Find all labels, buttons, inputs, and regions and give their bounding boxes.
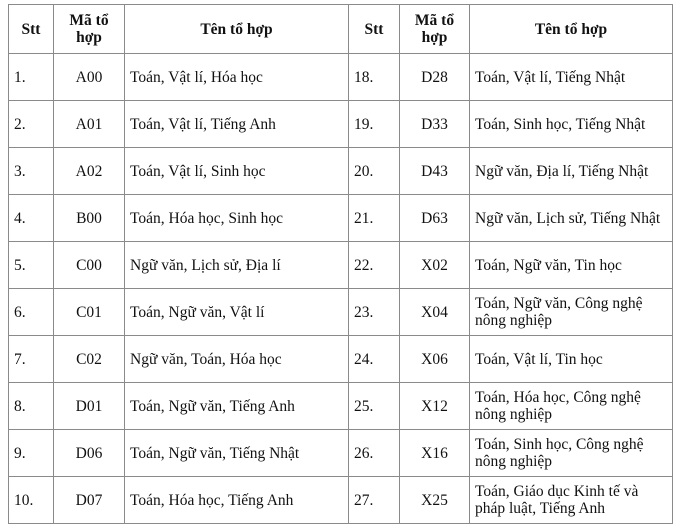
cell-code-left: A02 xyxy=(54,148,125,195)
cell-name-left: Toán, Ngữ văn, Tiếng Nhật xyxy=(125,430,349,477)
cell-code-right: X12 xyxy=(400,383,470,430)
cell-stt-right: 23. xyxy=(349,289,400,336)
cell-code-right: D43 xyxy=(400,148,470,195)
cell-name-right: Ngữ văn, Lịch sử, Tiếng Nhật xyxy=(470,195,673,242)
header-name-right: Tên tổ hợp xyxy=(470,5,673,54)
cell-code-right: D33 xyxy=(400,101,470,148)
subject-combination-table xyxy=(8,4,673,524)
table-row xyxy=(9,148,673,195)
cell-name-left: Ngữ văn, Lịch sử, Địa lí xyxy=(125,242,349,289)
cell-code-left: C00 xyxy=(54,242,125,289)
header-code-right: Mã tổ hợp xyxy=(400,5,470,54)
cell-name-right: Toán, Ngữ văn, Công nghệ nông nghiệp xyxy=(470,289,673,336)
cell-name-left: Toán, Ngữ văn, Tiếng Anh xyxy=(125,383,349,430)
cell-name-left: Toán, Vật lí, Hóa học xyxy=(125,54,349,101)
cell-name-left: Ngữ văn, Toán, Hóa học xyxy=(125,336,349,383)
table-row xyxy=(9,195,673,242)
cell-name-right: Toán, Sinh học, Công nghệ nông nghiệp xyxy=(470,430,673,477)
cell-stt-left: 10. xyxy=(9,477,54,524)
cell-code-left: A00 xyxy=(54,54,125,101)
cell-name-left: Toán, Vật lí, Sinh học xyxy=(125,148,349,195)
header-row xyxy=(9,5,673,54)
cell-stt-right: 18. xyxy=(349,54,400,101)
cell-name-right: Toán, Vật lí, Tin học xyxy=(470,336,673,383)
table-row xyxy=(9,242,673,289)
cell-stt-left: 7. xyxy=(9,336,54,383)
table-row xyxy=(9,54,673,101)
header-name-left: Tên tổ hợp xyxy=(125,5,349,54)
cell-stt-right: 22. xyxy=(349,242,400,289)
table-row xyxy=(9,336,673,383)
header-code-left: Mã tổ hợp xyxy=(54,5,125,54)
cell-code-left: D01 xyxy=(54,383,125,430)
header-stt-left: Stt xyxy=(9,5,54,54)
table-body xyxy=(9,54,673,524)
cell-code-left: C01 xyxy=(54,289,125,336)
table-row xyxy=(9,477,673,524)
cell-code-right: X04 xyxy=(400,289,470,336)
header-stt-right: Stt xyxy=(349,5,400,54)
cell-stt-left: 5. xyxy=(9,242,54,289)
cell-name-right: Ngữ văn, Địa lí, Tiếng Nhật xyxy=(470,148,673,195)
cell-code-right: X06 xyxy=(400,336,470,383)
cell-stt-left: 2. xyxy=(9,101,54,148)
table-row xyxy=(9,383,673,430)
cell-stt-left: 4. xyxy=(9,195,54,242)
cell-code-left: A01 xyxy=(54,101,125,148)
cell-stt-right: 21. xyxy=(349,195,400,242)
cell-code-right: X25 xyxy=(400,477,470,524)
cell-stt-right: 24. xyxy=(349,336,400,383)
cell-code-right: X02 xyxy=(400,242,470,289)
cell-stt-right: 19. xyxy=(349,101,400,148)
cell-stt-right: 25. xyxy=(349,383,400,430)
cell-code-left: D06 xyxy=(54,430,125,477)
cell-name-left: Toán, Hóa học, Sinh học xyxy=(125,195,349,242)
cell-name-right: Toán, Ngữ văn, Tin học xyxy=(470,242,673,289)
table-row xyxy=(9,430,673,477)
cell-name-right: Toán, Hóa học, Công nghệ nông nghiệp xyxy=(470,383,673,430)
cell-name-right: Toán, Giáo dục Kinh tế và pháp luật, Tiếng Anh xyxy=(470,477,673,524)
cell-stt-right: 20. xyxy=(349,148,400,195)
cell-stt-left: 3. xyxy=(9,148,54,195)
cell-code-left: D07 xyxy=(54,477,125,524)
cell-name-right: Toán, Vật lí, Tiếng Nhật xyxy=(470,54,673,101)
cell-name-left: Toán, Vật lí, Tiếng Anh xyxy=(125,101,349,148)
cell-code-left: C02 xyxy=(54,336,125,383)
cell-stt-left: 6. xyxy=(9,289,54,336)
cell-code-right: D63 xyxy=(400,195,470,242)
cell-stt-left: 1. xyxy=(9,54,54,101)
cell-stt-right: 27. xyxy=(349,477,400,524)
cell-code-right: D28 xyxy=(400,54,470,101)
cell-stt-left: 8. xyxy=(9,383,54,430)
cell-code-left: B00 xyxy=(54,195,125,242)
cell-code-right: X16 xyxy=(400,430,470,477)
table-row xyxy=(9,289,673,336)
cell-name-left: Toán, Ngữ văn, Vật lí xyxy=(125,289,349,336)
table-row xyxy=(9,101,673,148)
cell-stt-left: 9. xyxy=(9,430,54,477)
cell-name-left: Toán, Hóa học, Tiếng Anh xyxy=(125,477,349,524)
cell-name-right: Toán, Sinh học, Tiếng Nhật xyxy=(470,101,673,148)
cell-stt-right: 26. xyxy=(349,430,400,477)
